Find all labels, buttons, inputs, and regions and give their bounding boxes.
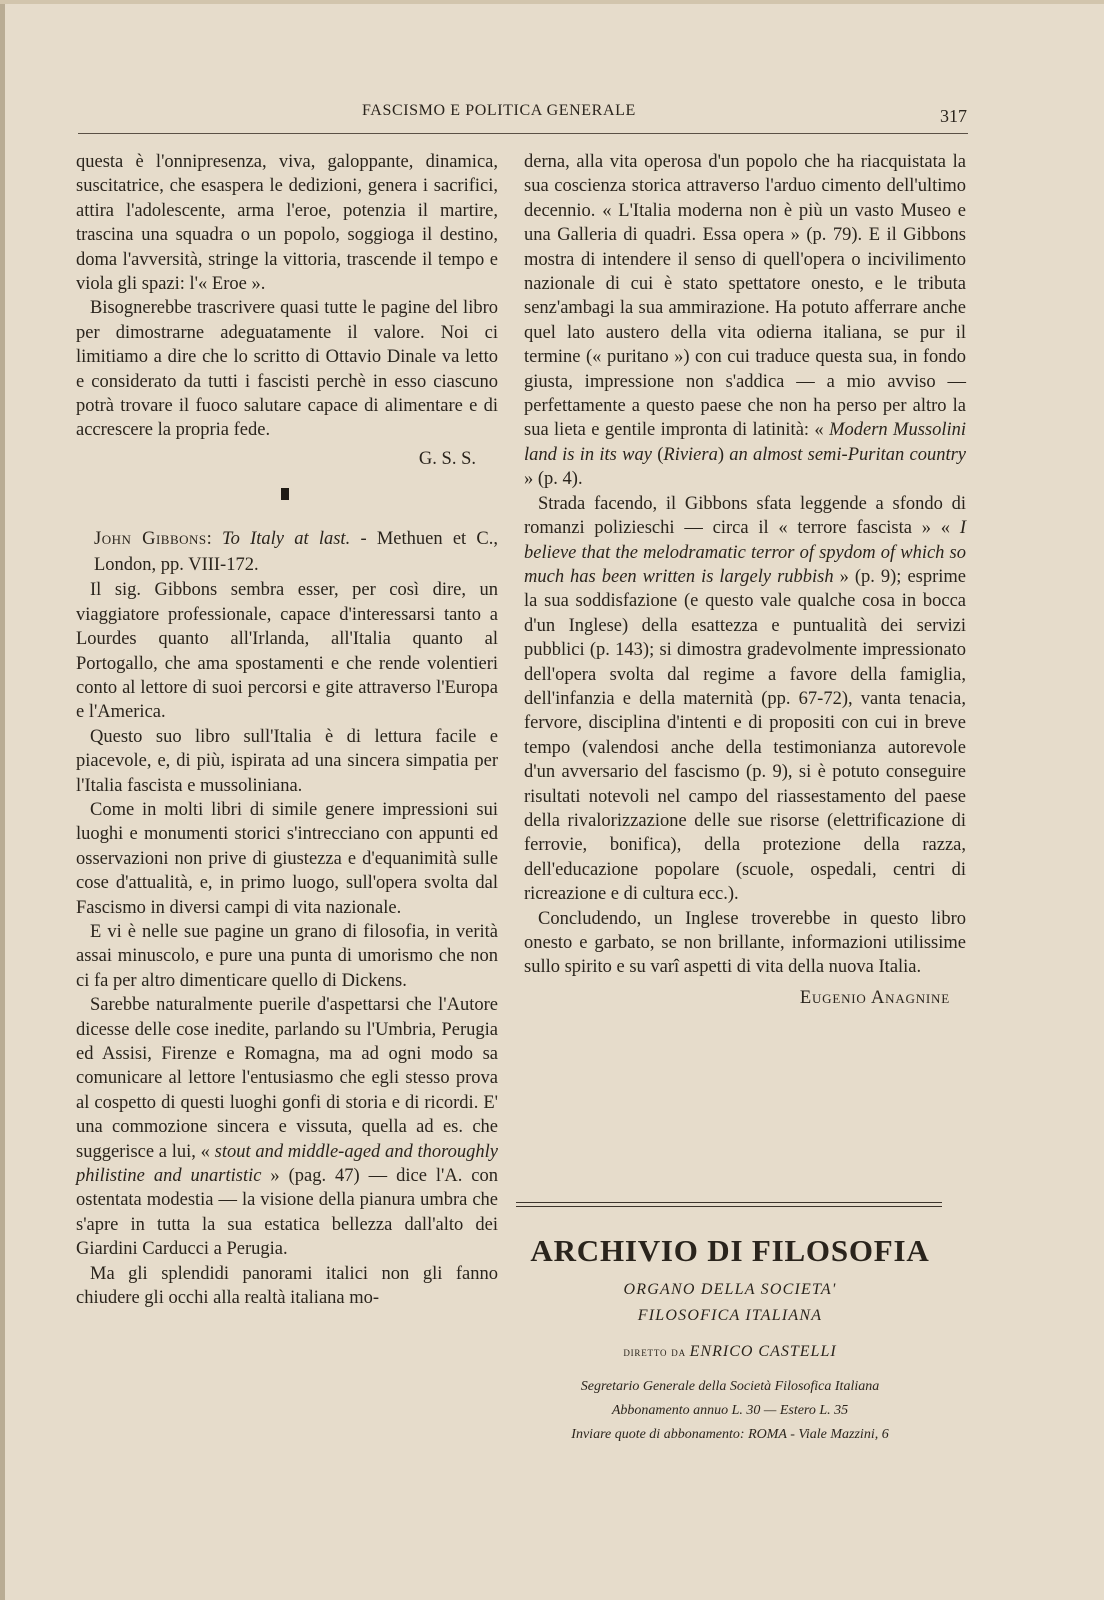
english-quote: an almost semi-Puritan country	[729, 444, 967, 465]
text-run: (	[657, 444, 664, 465]
journal-advert	[512, 1215, 948, 1447]
book-publisher: - Methuen et C., London, pp. VIII-172.	[94, 529, 498, 576]
running-title: FASCISMO E POLITICA GENERALE	[362, 102, 636, 119]
review-paragraph: Ma gli splendidi panorami italici non gli fanno chiudere gli occhi alla realtà italiana mo-	[76, 1263, 498, 1309]
page-number: 317	[940, 106, 967, 126]
text-run: » (p. 9); esprime la sua soddisfazione (e questo vale qualche cosa in bocca d'un Inglese) della esattezza e puntualità dei servizi pubblici (p. 143); si dimostra gradevolmente impressionato dell'opera svolta dal regime a favore della famiglia, dell'infanzia e della maternità (pp. 67-72), vanta tenacia, fervore, disciplina d'intenti e di propositi con cui in breve tempo (valendosi anche della testimonianza autorevole d'un avversario del fascismo (p. 9), si è potuto conseguire risultati notevoli nel campo del riassestamento del paese della rivalorizzazione delle sue risorse (elettrificazione di ferrovie, bonifica), della protezione della razza, dell'educazione popolare (scuole, ospedali, centri di ricreazione e di cultura ecc.).	[524, 566, 967, 905]
advert-subscription-line: Abbonamento annuo L. 30 — Estero L. 35	[611, 1403, 849, 1418]
page-top-edge	[0, 0, 1104, 4]
book-title: To Italy at last.	[222, 529, 351, 550]
english-quote: Riviera	[663, 444, 718, 465]
review-author-signature: Eugenio Anagnine	[799, 987, 950, 1008]
text-run: )	[717, 444, 725, 465]
advert-director-label: diretto da	[623, 1344, 686, 1359]
review-paragraph	[524, 492, 966, 907]
review-paragraph-autore	[76, 993, 498, 1261]
review-paragraph	[524, 150, 966, 492]
review-paragraph: Questo suo libro sull'Italia è di lettura facile e piacevole, e, di più, ispirata ad una sincera simpatia per l'Italia fascista e mussoliniana.	[76, 726, 498, 796]
review-paragraph: E vi è nelle sue pagine un grano di filosofia, in verità assai minuscolo, e pure una punta di umorismo che non ci fa per altro dimenticare quello di Dickens.	[76, 921, 498, 991]
section-separator-mark	[281, 488, 289, 500]
advert-director-name: ENRICO CASTELLI	[689, 1343, 837, 1360]
advert-title: ARCHIVIO DI FILOSOFIA	[530, 1233, 930, 1268]
header-rule	[78, 133, 968, 134]
advert-double-rule	[516, 1202, 942, 1207]
review-end-paragraph-2: Bisognerebbe trascrivere quasi tutte le pagine del libro per dimostrarne adeguatamente il valore. Noi ci limitiamo a dire che lo scritto di Ottavio Dinale va letto e considerato da tutti i fascisti perchè in esso ciascuno potrà trovare il fuoco salutare capace di alimentare e di accrescere la propria fede.	[76, 298, 498, 441]
advert-director-line	[512, 1343, 948, 1361]
text-run: Sarebbe naturalmente puerile d'aspettarsi che l'Autore dicesse delle cose inedite, parlando su l'Umbria, Perugia ed Assisi, Firenze e Romagna, ma ad ogni modo sa comunicare al lettore l'entusiasmo che egli stesso prova al cospetto di questi luoghi gonfi di storia e di ricordi. E' una commozione sincera e vissuta, quella ad es. che suggerisce a lui, «	[76, 995, 498, 1162]
page-binding-edge	[0, 0, 5, 1600]
text-run: Strada facendo, il Gibbons sfata leggende a sfondo di romanzi polizieschi — circa il « terrore fascista » «	[524, 493, 966, 539]
advert-subtitle-2: FILOSOFICA ITALIANA	[637, 1307, 823, 1324]
text-run: » (p. 4).	[524, 469, 583, 490]
book-reference: John Gibbons: To Italy at last. - Methuen et C., London, pp. VIII-172.	[94, 529, 498, 576]
review-paragraph: Il sig. Gibbons sembra esser, per così dire, un viaggiatore professionale, capace d'interessarsi tanto a Lourdes quanto all'Irlanda, all'Italia quanto al Portogallo, che ama spostamenti e che rende volentieri conto al lettore di suoi percorsi e gite attraverso l'Europa e l'America.	[76, 580, 498, 723]
review-paragraph: Concludendo, un Inglese troverebbe in questo libro onesto e garbato, se non brillante, informazioni utilissime sullo spirito e su varî aspetti di vita della nuova Italia.	[524, 908, 966, 978]
english-quote: Modern Mussolini land is in its way	[524, 420, 967, 465]
review-paragraph: Come in molti libri di simile genere impressioni sui luoghi e monumenti storici s'intrecciano con appunti ed osservazioni non prive di giustezza e d'equanimità sulle cose d'attualità, e, in primo luogo, sull'opera svolta dal Fascismo in diversi campi di vita nazionale.	[76, 799, 498, 918]
left-column	[76, 150, 498, 1310]
english-quote: stout and middle-aged and thoroughly philistine and unartistic	[76, 1141, 498, 1187]
running-header	[0, 98, 1104, 128]
review-end-paragraph: questa è l'onnipresenza, viva, galoppante, dinamica, suscitatrice, che esaspera le dedizioni, genera i sacrifici, attira l'adolescente, arma l'eroe, potenzia il martire, trascina una squadra o un popolo, soggioga il destino, doma l'avversità, stringe la vittoria, trascende il tempo e viola gli spazi: l'« Eroe ».	[76, 152, 498, 295]
right-column	[524, 150, 966, 1010]
advert-secretary-line: Segretario Generale della Società Filosofica Italiana	[580, 1379, 880, 1394]
text-run: » (pag. 47) — dice l'A. con ostentata modestia — la visione della pianura umbra che s'apre in tutta la sua estatica bellezza dall'alto dei Giardini Carducci a Perugia.	[76, 1166, 498, 1260]
review-signature: G. S. S.	[418, 448, 476, 469]
text-run: derna, alla vita operosa d'un popolo che ha riacquistata la sua coscienza storica attraverso l'arduo cimento dell'ultimo decennio. « L'Italia moderna non è più un vasto Museo e una Galleria di quadri. Essa opera » (p. 79). E il Gibbons mostra di intendere il senso di quell'opera o incivilimento nazionale di cui è stato spettatore onesto, e le tributa senz'ambagi la sua ammirazione. Ha potuto afferrare anche quel lato austero della vita odierna italiana, se pur il termine (« puritano ») con cui traduce questa sua, in fondo giusta, impressione non s'addica — a mio avviso — perfettamente a questo paese che non ha perso per altro la sua lieta e gentile impronta di latinità: «	[524, 152, 966, 441]
advert-address-line: Inviare quote di abbonamento: ROMA - Viale Mazzini, 6	[571, 1427, 889, 1442]
book-author: John Gibbons	[94, 529, 207, 550]
english-quote: I believe that the melodramatic terror of spydom of which so much has been written is largely rubbish	[524, 518, 967, 587]
advert-subtitle-1: ORGANO DELLA SOCIETA'	[623, 1281, 837, 1298]
review-signature-line	[76, 443, 498, 471]
